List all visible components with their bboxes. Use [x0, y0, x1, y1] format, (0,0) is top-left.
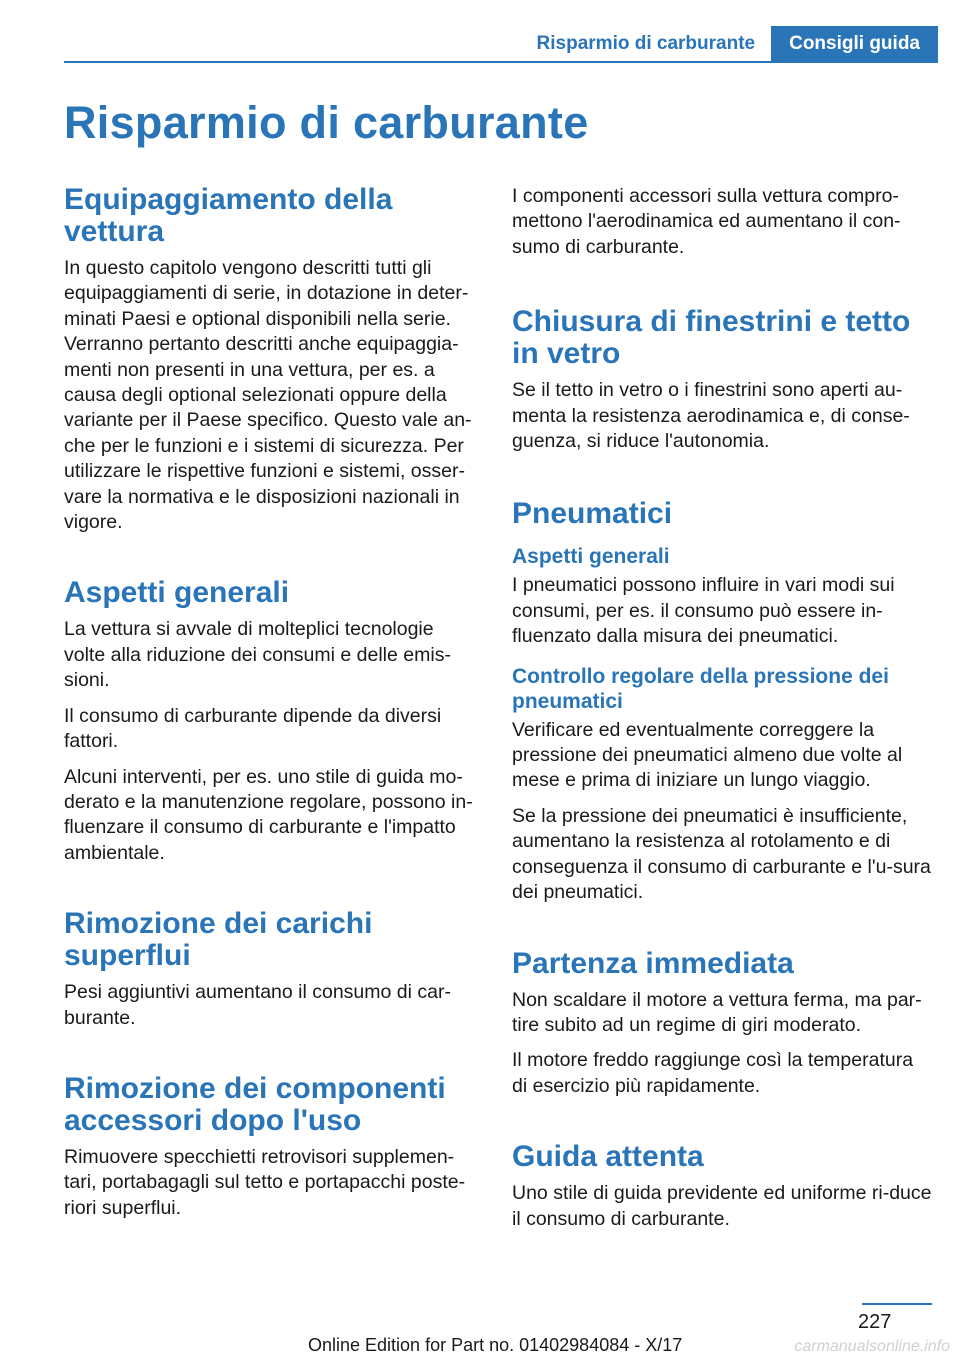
subsection-title-aspetti-generali: Aspetti generali [512, 545, 670, 569]
footer-rule [862, 1303, 932, 1305]
paragraph: I componenti accessori sulla vettura compro-mettono l'aerodinamica ed aumentano il con-sumo di carburante. [512, 185, 901, 258]
page-title: Risparmio di carburante [64, 97, 589, 148]
left-column [64, 184, 480, 1221]
section-title-partenza: Partenza immediata [512, 946, 794, 980]
section-title-guida-attenta: Guida attenta [512, 1140, 704, 1174]
header-rule [64, 61, 938, 63]
watermark: carmanualsonline.info [794, 1338, 950, 1355]
section-title-carichi-superflui: Rimozione dei carichi superflui [64, 907, 373, 973]
right-column [512, 184, 932, 1232]
paragraph: Non scaldare il motore a vettura ferma, ma par-tire subito ad un regime di giri moderato. [512, 988, 922, 1036]
paragraph: I pneumatici possono influire in vari modi sui consumi, per es. il consumo può essere in-fluenzato dalla misura dei pneumatici. [512, 574, 895, 648]
page-number: 227 [858, 1311, 892, 1333]
paragraph: Alcuni interventi, per es. uno stile di guida mo-derato e la manutenzione regolare, possono in-fluenzare il consumo di carburante e l'impatto ambientale. [64, 765, 473, 864]
section-title-pneumatici: Pneumatici [512, 497, 673, 531]
paragraph: La vettura si avvale di molteplici tecnologie volte alla riduzione dei consumi e delle emis-sioni. [64, 618, 451, 692]
paragraph: Rimuovere specchietti retrovisori supplemen-tari, portabagagli sul tetto e portapacchi poste-riori superflui. [64, 1145, 466, 1219]
paragraph: Pesi aggiuntivi aumentano il consumo di car-burante. [64, 981, 451, 1029]
paragraph: Verificare ed eventualmente correggere la pressione dei pneumatici almeno due volte al mese e prima di iniziare un lungo viaggio. [512, 718, 903, 792]
section-title-componenti-accessori: Rimozione dei componenti accessori dopo l'uso [64, 1071, 446, 1137]
footer-edition: Online Edition for Part no. 01402984084 - X/17 [308, 1335, 683, 1355]
section-title-aspetti-generali: Aspetti generali [64, 576, 290, 610]
paragraph: Il consumo di carburante dipende da diversi fattori. [64, 704, 442, 753]
chapter-tab: Consigli guida [771, 26, 938, 62]
header-tabs [521, 26, 938, 62]
paragraph: Uno stile di guida previdente ed uniforme ri-duce il consumo di carburante. [512, 1182, 932, 1230]
paragraph: Se il tetto in vetro o i finestrini sono aperti au-menta la resistenza aerodinamica e, di conse-guenza, si riduce l'autonomia. [512, 379, 910, 453]
paragraph: Se la pressione dei pneumatici è insufficiente, aumentano la resistenza al rotolamento e di conseguenza il consumo di carburante e l'u-sura dei pneumatici. [512, 804, 931, 904]
section-title-finestrini: Chiusura di finestrini e tetto in vetro [512, 305, 911, 371]
paragraph: Il motore freddo raggiunge così la temperatura di esercizio più rapidamente. [512, 1049, 914, 1097]
section-title-equipaggiamento: Equipaggiamento della vettura [64, 183, 393, 248]
subsection-title-pressione: Controllo regolare della pressione dei pneumatici [512, 664, 889, 713]
paragraph: In questo capitolo vengono descritti tutti gli equipaggiamenti di serie, in dotazione in deter-minati Paesi e optional disponibili nella serie. Verranno pertanto descritti anche equipaggia-menti non presenti in una vettura, per es. a causa degli optional selezionati oppure della variante per il Paese specifico. Questo vale an-che per le funzioni e i sistemi di sicurezza. Per utilizzare le rispettive funzioni e sistemi, osser-vare la normativa e le disposizioni nazionali in vigore. [64, 257, 472, 534]
section-tab: Risparmio di carburante [536, 33, 756, 54]
